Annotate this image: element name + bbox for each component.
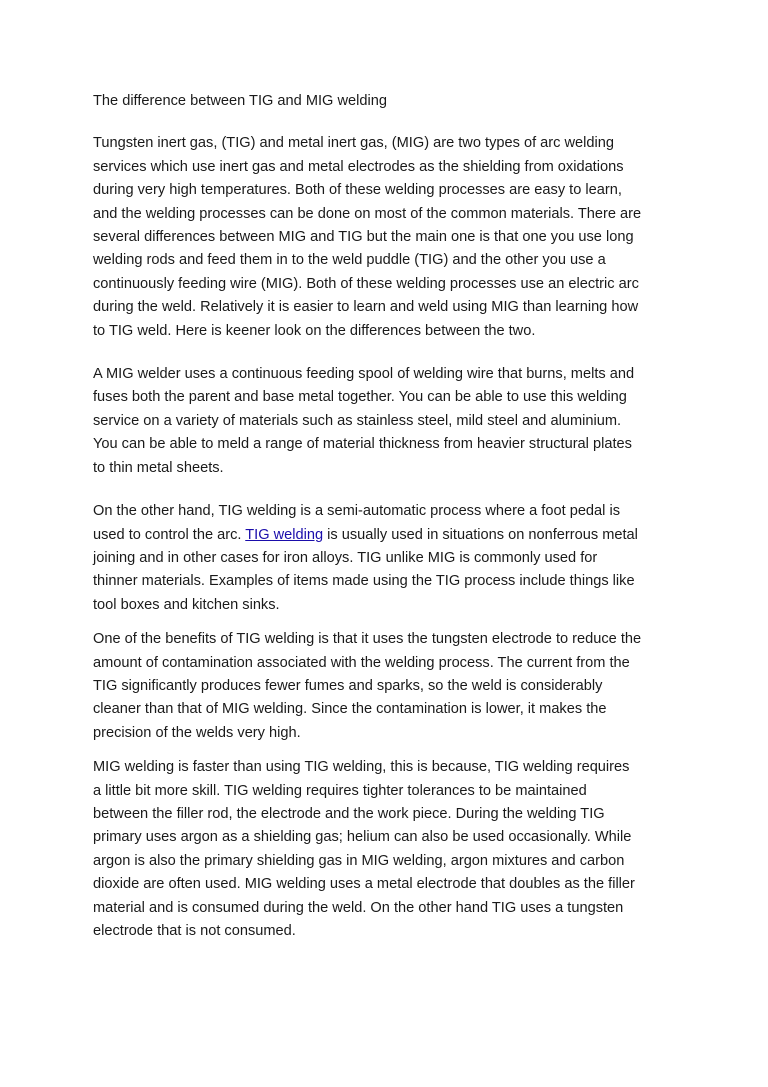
text-line: during the weld. Relatively it is easier to learn and weld using MIG than learning how (93, 299, 639, 316)
paragraph-gap (93, 480, 683, 500)
text-line: material and is consumed during the weld. On the other hand TIG uses a tungsten (93, 899, 624, 916)
text-line: On the other hand, TIG welding is a semi-automatic process where a foot pedal is (93, 503, 620, 520)
paragraph-gap (93, 343, 683, 363)
text-line: and the welding processes can be done on most of the common materials. There are (93, 205, 642, 222)
text-line: welding rods and feed them in to the weld puddle (TIG) and the other you use a (93, 252, 606, 269)
text-line: electrode that is not consumed. (93, 923, 296, 939)
text-line: to thin metal sheets. (93, 459, 224, 476)
paragraph-gap (93, 617, 683, 628)
paragraph-tig-benefits (93, 628, 683, 745)
paragraph-gap (93, 745, 683, 756)
text-line: thinner materials. Examples of items made using the TIG process include things like (93, 573, 635, 590)
text-line: during very high temperatures. Both of these welding processes are easy to learn, (93, 182, 622, 199)
text-line: fuses both the parent and base metal together. You can be able to use this welding (93, 389, 627, 406)
text-line: TIG significantly produces fewer fumes and sparks, so the weld is considerably (93, 677, 603, 694)
text-line: One of the benefits of TIG welding is that it uses the tungsten electrode to reduce the (93, 631, 642, 648)
text-line: several differences between MIG and TIG but the main one is that one you use long (93, 229, 634, 246)
text-segment: is usually used in situations on nonferrous metal (323, 526, 638, 543)
text-line: service on a variety of materials such as stainless steel, mild steel and aluminium. (93, 412, 622, 429)
text-line: services which use inert gas and metal electrodes as the shielding from oxidations (93, 158, 624, 175)
text-line: to TIG weld. Here is keener look on the differences between the two. (93, 322, 536, 339)
text-line: MIG welding is faster than using TIG welding, this is because, TIG welding requires (93, 759, 630, 776)
text-line: between the filler rod, the electrode and the work piece. During the welding TIG (93, 805, 605, 822)
text-line: continuously feeding wire (MIG). Both of these welding processes use an electric arc (93, 275, 639, 292)
text-line: a little bit more skill. TIG welding requires tighter tolerances to be maintained (93, 782, 587, 799)
paragraph-mig-speed (93, 756, 683, 943)
text-line: amount of contamination associated with the welding process. The current from the (93, 654, 630, 671)
text-line: tool boxes and kitchen sinks. (93, 596, 280, 613)
document-title: The difference between TIG and MIG welding (93, 93, 387, 109)
paragraph-mig-welder (93, 363, 683, 480)
paragraph-intro (93, 132, 683, 343)
text-line: precision of the welds very high. (93, 724, 301, 741)
text-line: A MIG welder uses a continuous feeding spool of welding wire that burns, melts and (93, 366, 635, 383)
text-line: Tungsten inert gas, (TIG) and metal inert gas, (MIG) are two types of arc welding (93, 135, 614, 152)
text-line: dioxide are often used. MIG welding uses a metal electrode that doubles as the filler (93, 876, 635, 893)
text-line: You can be able to meld a range of material thickness from heavier structural plates (93, 436, 632, 453)
text-segment: used to control the arc. (93, 526, 246, 543)
text-line: primary uses argon as a shielding gas; helium can also be used occasionally. While (93, 829, 632, 846)
document-page (93, 90, 683, 943)
paragraph-tig-process (93, 500, 683, 617)
text-line-with-link (93, 524, 683, 547)
text-line: cleaner than that of MIG welding. Since the contamination is lower, it makes the (93, 701, 607, 718)
text-line: argon is also the primary shielding gas in MIG welding, argon mixtures and carbon (93, 852, 625, 869)
text-line: joining and in other cases for iron alloys. TIG unlike MIG is commonly used for (93, 549, 598, 566)
tig-welding-link[interactable]: TIG welding (245, 526, 324, 543)
